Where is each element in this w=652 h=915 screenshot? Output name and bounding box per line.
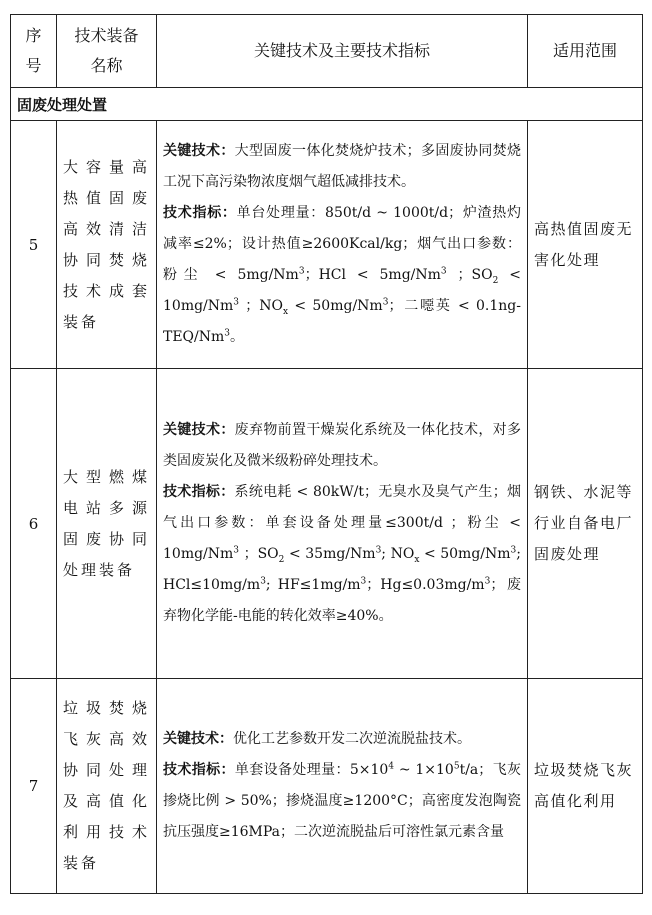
- row-serial-no: 5: [11, 121, 57, 369]
- header-key-tech: 关键技术及主要技术指标: [157, 15, 528, 88]
- row-key-tech: [157, 679, 528, 894]
- superscript: 3: [440, 266, 447, 277]
- superscript: 4: [388, 761, 395, 772]
- superscript: 3: [484, 576, 491, 587]
- indicator-text: 单台处理量：850t/d ~ 1000t/d；炉渣热灼减率≤2%；设计热值≥2600Kcal/kg；烟气出口参数：粉尘 < 5mg/Nm: [163, 205, 522, 283]
- key-tech-paragraph: [163, 136, 521, 198]
- row-equipment-name: 垃圾焚烧飞灰高效协同处理及高值化利用技术装备: [57, 679, 157, 894]
- indicator-text: < 10mg/Nm: [163, 267, 521, 314]
- header-serial-no-line2: 号: [25, 56, 42, 75]
- superscript: 3: [298, 266, 305, 277]
- row-key-tech: [157, 121, 528, 369]
- subscript: 2: [278, 554, 285, 565]
- indicator-text: ；Hg≤0.03mg/m: [366, 577, 485, 593]
- row-serial-no: 7: [11, 679, 57, 894]
- indicator-paragraph: [163, 198, 521, 353]
- key-tech-label: 关键技术：: [163, 731, 233, 747]
- indicator-text: 单套设备处理量：5×10: [234, 762, 389, 778]
- subscript: x: [283, 306, 289, 317]
- indicator-text: ; NO: [381, 546, 415, 562]
- table-row: [11, 121, 643, 369]
- key-tech-paragraph: [163, 724, 521, 755]
- superscript: 3: [382, 297, 389, 308]
- superscript: 3: [233, 545, 240, 556]
- indicator-text: ；废弃物化学能-电能的转化效率≥40%。: [163, 577, 521, 624]
- row-equipment-name: 大容量高热值固废高效清洁协同焚烧技术成套装备: [57, 121, 157, 369]
- superscript: 3: [510, 545, 517, 556]
- indicator-paragraph: [163, 755, 521, 848]
- indicator-label: 技术指标：: [163, 762, 235, 778]
- indicator-text: < 35mg/Nm: [284, 546, 376, 562]
- indicator-text: ~ 1×10: [394, 762, 454, 778]
- indicator-text: 。: [230, 329, 245, 345]
- indicator-text: < 50mg/Nm: [419, 546, 511, 562]
- header-equipment-name-line1: 技术装备: [74, 26, 139, 45]
- indicator-text: ; HCl≤10mg/m: [163, 546, 521, 593]
- indicator-text: 系统电耗 < 80kW/t；无臭水及臭气产生；烟气出口参数：单套设备处理量≤300t/d ；粉尘 < 10mg/Nm: [163, 484, 521, 562]
- indicator-paragraph: [163, 477, 521, 632]
- superscript: 3: [375, 545, 382, 556]
- superscript: 3: [360, 576, 367, 587]
- indicator-text: ；NO: [239, 298, 284, 314]
- superscript: 3: [233, 297, 240, 308]
- row-key-tech: [157, 369, 528, 679]
- indicator-text: ；SO: [446, 267, 493, 283]
- row-scope: 高热值固废无害化处理: [528, 121, 643, 369]
- row-serial-no: 6: [11, 369, 57, 679]
- section-row: [11, 88, 643, 121]
- header-scope: 适用范围: [528, 15, 643, 88]
- row-equipment-name: 大型燃煤电站多源固废协同处理装备: [57, 369, 157, 679]
- superscript: 5: [453, 761, 460, 772]
- indicator-label: 技术指标：: [163, 205, 237, 221]
- indicator-text: < 50mg/Nm: [288, 298, 383, 314]
- indicator-text: ; HF≤1mg/m: [265, 577, 361, 593]
- key-tech-label: 关键技术：: [163, 422, 235, 438]
- header-serial-no-line1: 序: [25, 26, 42, 45]
- table-header-row: [11, 15, 643, 88]
- subscript: x: [414, 554, 420, 565]
- key-tech-paragraph: [163, 415, 521, 477]
- key-tech-text: 优化工艺参数开发二次逆流脱盐技术。: [233, 731, 471, 747]
- header-equipment-name: [57, 15, 157, 88]
- equipment-spec-table: [10, 14, 643, 894]
- subscript: 2: [492, 275, 499, 286]
- superscript: 3: [224, 328, 231, 339]
- indicator-text: ；二噁英 < 0.1ng-TEQ/Nm: [163, 298, 521, 345]
- indicator-text: t/a；飞灰掺烧比例 > 50%；掺烧温度≥1200°C；高密度发泡陶瓷抗压强度≥16MPa；二次逆流脱盐后可溶性氯元素含量: [163, 762, 522, 840]
- section-title: 固废处理处置: [11, 88, 643, 121]
- header-equipment-name-line2: 名称: [90, 56, 123, 75]
- key-tech-text: 大型固废一体化焚烧炉技术；多固废协同焚烧工况下高污染物浓度烟气超低减排技术。: [163, 143, 522, 190]
- key-tech-text: 废弃物前置干燥炭化系统及一体化技术，对多类固废炭化及微米级粉碎处理技术。: [163, 422, 522, 469]
- header-serial-no: [11, 15, 57, 88]
- key-tech-label: 关键技术：: [163, 143, 235, 159]
- table-row: [11, 369, 643, 679]
- indicator-label: 技术指标：: [163, 484, 235, 500]
- indicator-text: ；SO: [239, 546, 279, 562]
- row-scope: 垃圾焚烧飞灰高值化利用: [528, 679, 643, 894]
- superscript: 3: [260, 576, 266, 587]
- indicator-text: ；HCl < 5mg/Nm: [304, 267, 441, 283]
- row-scope: 钢铁、水泥等行业自备电厂固废处理: [528, 369, 643, 679]
- table-row: [11, 679, 643, 894]
